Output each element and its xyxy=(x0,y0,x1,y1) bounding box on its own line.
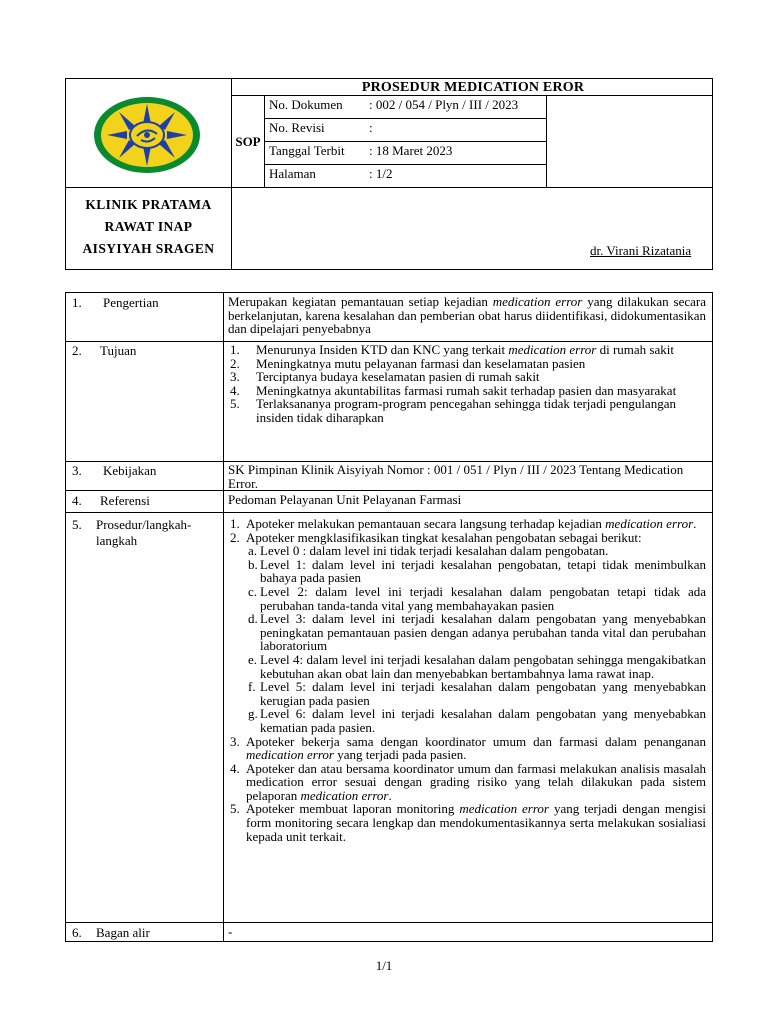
info-row-no-dokumen xyxy=(269,97,518,113)
clinic-line: KLINIK PRATAMA xyxy=(85,197,212,212)
bagan-alir-text: - xyxy=(228,924,233,939)
list-item: 2. Meningkatnya mutu pelayanan farmasi dan keselamatan pasien xyxy=(230,355,586,371)
level-item: b. Level 1: dalam level ini terjadi kesalahan pengobatan, tetapi tidak menimbulkan bahaya pada pasien xyxy=(248,556,706,586)
document-title: PROSEDUR MEDICATION EROR xyxy=(361,80,585,95)
info-row-no-revisi xyxy=(269,120,373,136)
page-number: 1/1 xyxy=(375,958,393,973)
info-value: : 1/2 xyxy=(369,166,393,181)
prosedur-list xyxy=(228,517,706,843)
row-label-kebijakan: Kebijakan xyxy=(103,463,157,478)
info-key: Tanggal Terbit xyxy=(269,143,345,158)
header-divider xyxy=(546,95,547,187)
list-item: 4. Apoteker dan atau bersama koordinator umum dan farmasi melakukan analisis masalah medication error sesuai dengan grading risiko yang telah dilakukan pada sistem pelaporan medication error. xyxy=(230,760,706,803)
procedure-table xyxy=(65,292,713,942)
list-item: 3. Terciptanya budaya keselamatan pasien di rumah sakit xyxy=(230,369,540,385)
pengertian-text: Merupakan kegiatan pemantauan setiap kejadian medication error yang dilakukan secara berkelanjutan, karena kesalahan dan pemberian obat harus diidentifikasi, didokumentasikan dan dipelajari penyebabnya xyxy=(228,294,706,337)
info-value: : 002 / 054 / Plyn / III / 2023 xyxy=(369,97,519,112)
level-item: f. Level 5: dalam level ini terjadi kesalahan dalam pengobatan yang menyebabkan kerugian pada pasien xyxy=(248,679,706,708)
level-item: a. Level 0 : dalam level ini tidak terjadi kesalahan dalam pengobatan. xyxy=(248,543,609,559)
row-number: 1. xyxy=(72,295,82,310)
list-item: 5. Apoteker membuat laporan monitoring medication error yang terjadi dengan mengisi form monitoring secara lengkap dan mendokumentasikannya serta melakukan sosialiasi kepada unit terkait. xyxy=(230,801,706,844)
level-item: c. Level 2: dalam level ini terjadi kesalahan dalam pengobatan tetapi tidak ada perubahan tanda-tanda vital yang membahayakan pasien xyxy=(248,583,706,613)
row-number: 6. xyxy=(72,925,82,940)
tujuan-list xyxy=(228,343,706,425)
row-label-pengertian: Pengertian xyxy=(103,295,159,310)
info-value: : 18 Maret 2023 xyxy=(369,143,453,158)
header-divider xyxy=(66,187,712,188)
header-divider xyxy=(264,164,546,165)
sop-label: SOP xyxy=(235,134,261,149)
info-row-tanggal-terbit xyxy=(269,143,452,159)
clinic-name xyxy=(66,194,231,260)
row-number: 5. xyxy=(72,517,82,532)
row-number: 3. xyxy=(72,463,82,478)
referensi-text: Pedoman Pelayanan Unit Pelayanan Farmasi xyxy=(228,492,462,507)
header-divider xyxy=(264,118,546,119)
list-item: 2. Apoteker mengklasifikasikan tingkat kesalahan pengobatan sebagai berikut: xyxy=(230,529,642,545)
info-key: Halaman xyxy=(269,166,316,181)
row-label-bagan-alir: Bagan alir xyxy=(96,925,150,940)
list-item: 4. Meningkatnya akuntabilitas farmasi rumah sakit terhadap pasien dan masyarakat xyxy=(230,382,677,398)
column-divider xyxy=(223,293,224,941)
row-label-tujuan: Tujuan xyxy=(100,343,137,358)
kebijakan-text: SK Pimpinan Klinik Aisyiyah Nomor : 001 / 051 / Plyn / III / 2023 Tentang Medication Error. xyxy=(228,462,684,491)
signer-name: dr. Virani Rizatania xyxy=(590,243,692,258)
header-divider xyxy=(231,79,232,269)
clinic-line: AISYIYAH SRAGEN xyxy=(82,241,215,256)
row-number: 2. xyxy=(72,343,82,358)
document-header xyxy=(65,78,713,270)
level-item: g. Level 6: dalam level ini terjadi kesalahan dalam pengobatan yang menyebabkan kematian pada pasien. xyxy=(248,706,706,735)
list-item: 1. Menurunya Insiden KTD dan KNC yang terkait medication error di rumah sakit xyxy=(230,342,674,357)
info-value: : xyxy=(369,120,373,135)
list-item: 1. Apoteker melakukan pemantauan secara langsung terhadap kejadian medication error. xyxy=(230,516,697,531)
aisyiyah-logo-icon xyxy=(93,96,201,174)
row-divider xyxy=(66,512,712,513)
info-key: No. Dokumen xyxy=(269,97,343,112)
row-divider xyxy=(66,922,712,923)
level-item: d. Level 3: dalam level ini terjadi kesalahan dalam pengobatan yang menyebabkan peningkatan pemantauan pasien dengan adanya perubahan tanda vital dan perubahan laboratorium xyxy=(248,611,706,654)
info-key: No. Revisi xyxy=(269,120,325,135)
row-label-prosedur: Prosedur/langkah- langkah xyxy=(96,517,192,548)
list-item: 5. Terlaksananya program-program pencegahan sehingga tidak terjadi pengulangan insiden tidak diharapkan xyxy=(230,396,676,425)
clinic-line: RAWAT INAP xyxy=(104,219,193,234)
header-divider xyxy=(264,141,546,142)
level-item: e. Level 4: dalam level ini terjadi kesalahan dalam pengobatan sehingga mengakibatkan kebutuhan akan obat lain dan menyebabkan bertambahnya lama rawat inap. xyxy=(248,651,706,681)
list-item: 3. Apoteker bekerja sama dengan koordinator umum dan farmasi dalam penanganan medication error yang terjadi pada pasien. xyxy=(230,733,706,763)
row-label-referensi: Referensi xyxy=(100,493,150,508)
info-row-halaman xyxy=(269,166,392,182)
row-number: 4. xyxy=(72,493,82,508)
